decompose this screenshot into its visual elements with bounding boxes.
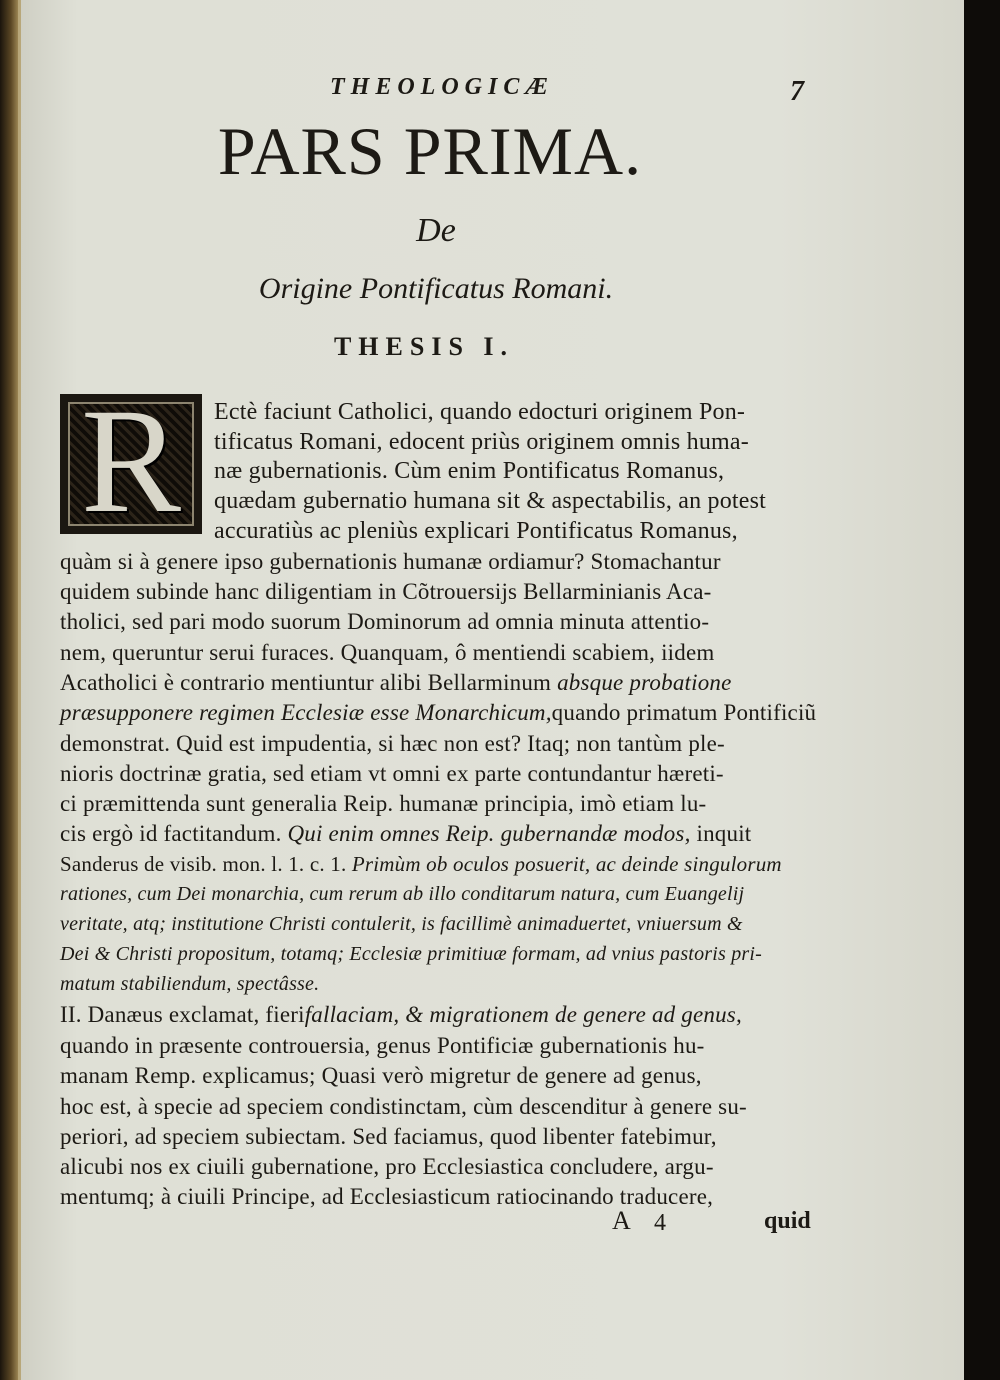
text-span: II. Danæus exclamat, fieri [60, 1002, 305, 1027]
text-line: ci præmittenda sunt generalia Reip. humanæ principia, imò etiam lu- [60, 791, 707, 816]
book-spine [0, 0, 18, 1380]
section-subtitle: Origine Pontificatus Romani. [258, 272, 614, 305]
text-line: tholici, sed pari modo suorum Dominorum ad omnia minuta attentio- [60, 609, 710, 634]
text-line: quædam gubernatio humana sit & aspectabilis, an potest [214, 488, 767, 514]
text-line-italic: Dei & Christi propositum, totamq; Ecclesiæ primitiuæ formam, ad vnius pastoris pri- [60, 943, 762, 965]
text-line-italic: veritate, atq; institutione Christi contulerit, is facillimè animaduertet, vniuersum & [60, 913, 743, 935]
text-line: alicubi nos ex ciuili gubernatione, pro Ecclesiastica concludere, argu- [60, 1154, 714, 1179]
text-span: Sanderus de visib. mon. l. 1. c. 1. [60, 852, 347, 876]
text-line: quando in præsente controuersia, genus Pontificiæ gubernationis hu- [60, 1033, 705, 1058]
text-line: Ectè faciunt Catholici, quando edocturi originem Pon- [214, 399, 746, 425]
text-span: quando primatum Pontificiũ [551, 700, 817, 725]
text-line [60, 699, 816, 727]
running-head: THEOLOGICÆ [330, 74, 554, 100]
signature-mark: A [612, 1206, 631, 1235]
text-line: accuratiùs ac pleniùs explicari Pontificatus Romanus, [214, 518, 738, 544]
text-line-italic: matum stabiliendum, spectâsse. [60, 973, 320, 995]
text-span-italic: Qui enim omnes Reip. gubernandæ modos, [287, 821, 691, 846]
text-span-italic: præsupponere regimen Ecclesiæ esse Monarchicum, [60, 700, 552, 725]
page-mark: 7 [790, 76, 804, 107]
text-line: periori, ad speciem subiectam. Sed faciamus, quod libenter fatebimur, [60, 1124, 717, 1149]
text-line: nem, queruntur serui furaces. Quanquam, ô mentiendi scabiem, iidem [60, 640, 715, 665]
signature-number: 4 [654, 1210, 666, 1236]
text-span: inquit [696, 821, 752, 846]
text-line: manam Remp. explicamus; Quasi verò migretur de genere ad genus, [60, 1063, 702, 1088]
page-edge-shadow [964, 0, 1000, 1380]
text-line-italic: rationes, cum Dei monarchia, cum rerum ab illo conditarum natura, cum Euangelij [60, 883, 745, 905]
text-line: demonstrat. Quid est impudentia, si hæc non est? Itaq; non tantùm ple- [60, 731, 725, 756]
text-line: tificatus Romani, edocent priùs originem omnis huma- [214, 429, 749, 455]
text-line [60, 820, 751, 848]
text-span-italic: fallaciam, & migrationem de genere ad genus, [304, 1002, 742, 1027]
text-line: hoc est, à specie ad speciem condistinctam, cùm descenditur à genere su- [60, 1094, 747, 1119]
section-preposition: De [416, 212, 456, 249]
thesis-heading: THESIS I. [333, 332, 515, 361]
text-line [60, 669, 732, 697]
text-line: nioris doctrinæ gratia, sed etiam vt omni ex parte contundantur hæreti- [60, 761, 724, 786]
text-line: quàm si à genere ipso gubernationis humanæ ordiamur? Stomachantur [60, 549, 721, 574]
text-span: Acatholici è contrario mentiuntur alibi Bellarminum [60, 670, 552, 695]
text-line [60, 850, 782, 878]
drop-cap-letter: R [80, 394, 182, 534]
catchword: quid [764, 1208, 811, 1234]
page-title: PARS PRIMA. [217, 113, 643, 189]
text-span: cis ergò id factitandum. [60, 821, 282, 846]
text-line: mentumq; à ciuili Principe, ad Ecclesiasticum ratiocinando traducere, [60, 1184, 714, 1209]
drop-cap-ornament [60, 394, 202, 534]
text-span-italic: absque probatione [557, 670, 732, 695]
text-line: næ gubernationis. Cùm enim Pontificatus Romanus, [214, 458, 725, 484]
text-span-italic: Primùm ob oculos posuerit, ac deinde singulorum [351, 852, 782, 876]
text-line: quidem subinde hanc diligentiam in Cõtrouersijs Bellarminianis Aca- [60, 579, 712, 604]
text-line [60, 1001, 742, 1029]
